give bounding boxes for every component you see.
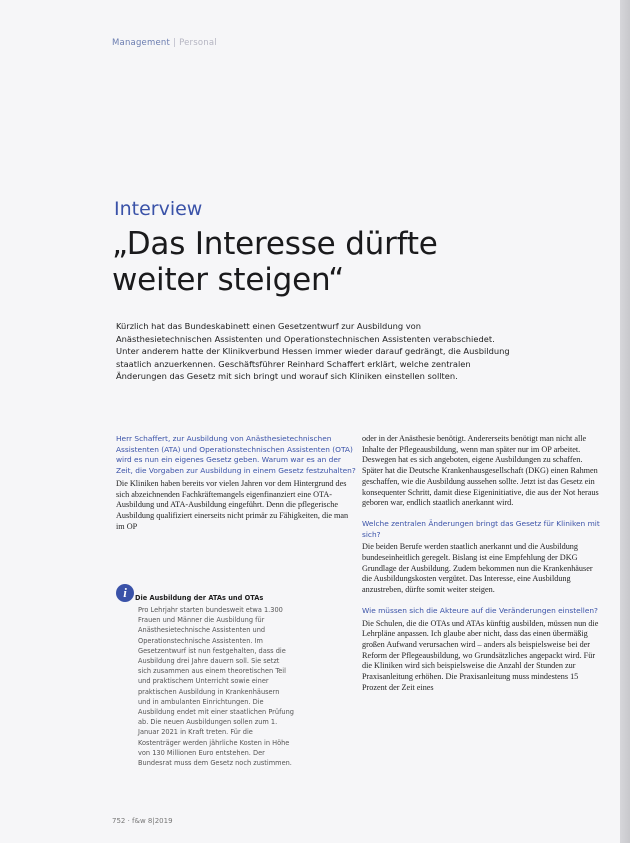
- info-box-body: Pro Lehrjahr starten bundesweit etwa 1.300 Frauen und Männer die Ausbildung für Anästhesietechnische Assistenten und Operationstechnische Assistenten. Im Gesetzentwurf ist nun festgehalten, dass die Ausbildung drei Jahre dauern soll. Sie setzt sich zusammen aus einem theoretischen Teil und praktischem Unterricht sowie einer praktischen Ausbildung in Krankenhäusern und in ambulanten Einrichtungen. Die Ausbildung endet mit einer staatlichen Prüfung ab. Die neuen Ausbildungen sollen zum 1. Januar 2021 in Kraft treten. Für die Kostenträger werden jährliche Kosten in Höhe von 130 Millionen Euro entstehen. Der Bundesrat muss dem Gesetz noch zustimmen.: [138, 606, 294, 768]
- interview-answer: Die Schulen, die die OTAs und ATAs künftig ausbilden, müssen nun die Lehrpläne anpassen. Ich glaube aber nicht, dass das einen übermäßig großen Aufwand verursachen wird – anders als beispielsweise bei der Reform der Pflegeausbildung, wo Grundsätzliches angepackt wird. Für die Kliniken wird sich beispielsweise die Anzahl der Stunden zur Praxisanleitung erhöhen. Die Praxisanleitung muss mindestens 15 Prozent der Zeit eines: [362, 618, 599, 692]
- article-kicker: Interview: [114, 198, 203, 220]
- left-column: [116, 434, 356, 532]
- section-label: Management: [112, 38, 170, 48]
- page-footer: 752 · f&w 8|2019: [112, 817, 173, 825]
- article-headline: [112, 226, 532, 298]
- article-lead: Kürzlich hat das Bundeskabinett einen Gesetzentwurf zur Ausbildung von Anästhesietechnischen Assistenten und Operationstechnischen Assistenten verabschiedet. Unter anderem hatte der Klinikverbund Hessen immer wieder darauf gedrängt, die Ausbildung staatlich anzuerkennen. Geschäftsführer Reinhard Schaffert erklärt, welche zentralen Änderungen das Gesetz mit sich bringt und worauf sich Kliniken einstellen sollten.: [116, 321, 510, 382]
- interview-answer: Die beiden Berufe werden staatlich anerkannt und die Ausbildung bundeseinheitlich geregelt. Bislang ist eine Empfehlung der DKG Grundlage der Ausbildung. Zudem bekommen nun die Krankenhäuser die Ausbildungskosten vergütet. Das Interesse, eine Ausbildung anzustreben, dürfte somit weiter steigen.: [362, 542, 593, 595]
- interview-question: Welche zentralen Änderungen bringt das Gesetz für Kliniken mit sich?: [362, 518, 600, 539]
- info-icon: i: [116, 584, 134, 602]
- interview-answer: oder in der Anästhesie benötigt. Andererseits benötigt man nicht alle Inhalte der Pflegeausbildung, wenn man später nur im OP arbeitet. Deswegen hat es sich angeboten, eigene Ausbildungen zu schaffen. Später hat die Deutsche Krankenhausgesellschaft (DKG) einen Rahmen geschaffen, wie die Ausbildung aussehen sollte. Jetzt ist das Gesetz ein konsequenter Schritt, damit diese Eigeninitiative, die aus der Not heraus geboren war, endlich staatlich anerkannt wird.: [362, 434, 599, 508]
- interview-answer: Die Kliniken haben bereits vor vielen Jahren vor dem Hintergrund des sich abzeichnenden Fachkräftemangels eigenfinanziert eine OTA-Ausbildung und ATA-Ausbildung eingeführt. Denn die pflegerische Ausbildung qualifiziert einerseits nicht primär zu Fähigkeiten, die man im OP: [116, 478, 349, 531]
- interview-question: Herr Schaffert, zur Ausbildung von Anästhesietechnischen Assistenten (ATA) und Operationstechnischen Assistenten (OTA) wird es nun ein eigenes Gesetz geben. Warum war es an der Zeit, die Vorgaben zur Ausbildung in einem Gesetz festzuhalten?: [116, 434, 356, 476]
- interview-question: Wie müssen sich die Akteure auf die Veränderungen einstellen?: [362, 605, 598, 615]
- info-box-title: Die Ausbildung der ATAs und OTAs: [135, 594, 264, 602]
- page-binding-edge: [620, 0, 630, 843]
- section-separator: |: [173, 38, 177, 48]
- right-column: [362, 434, 602, 693]
- subsection-label: Personal: [179, 38, 217, 48]
- headline-line-1: „Das Interesse dürfte: [112, 226, 438, 262]
- section-header: [112, 38, 217, 48]
- headline-line-2: weiter steigen“: [112, 262, 345, 298]
